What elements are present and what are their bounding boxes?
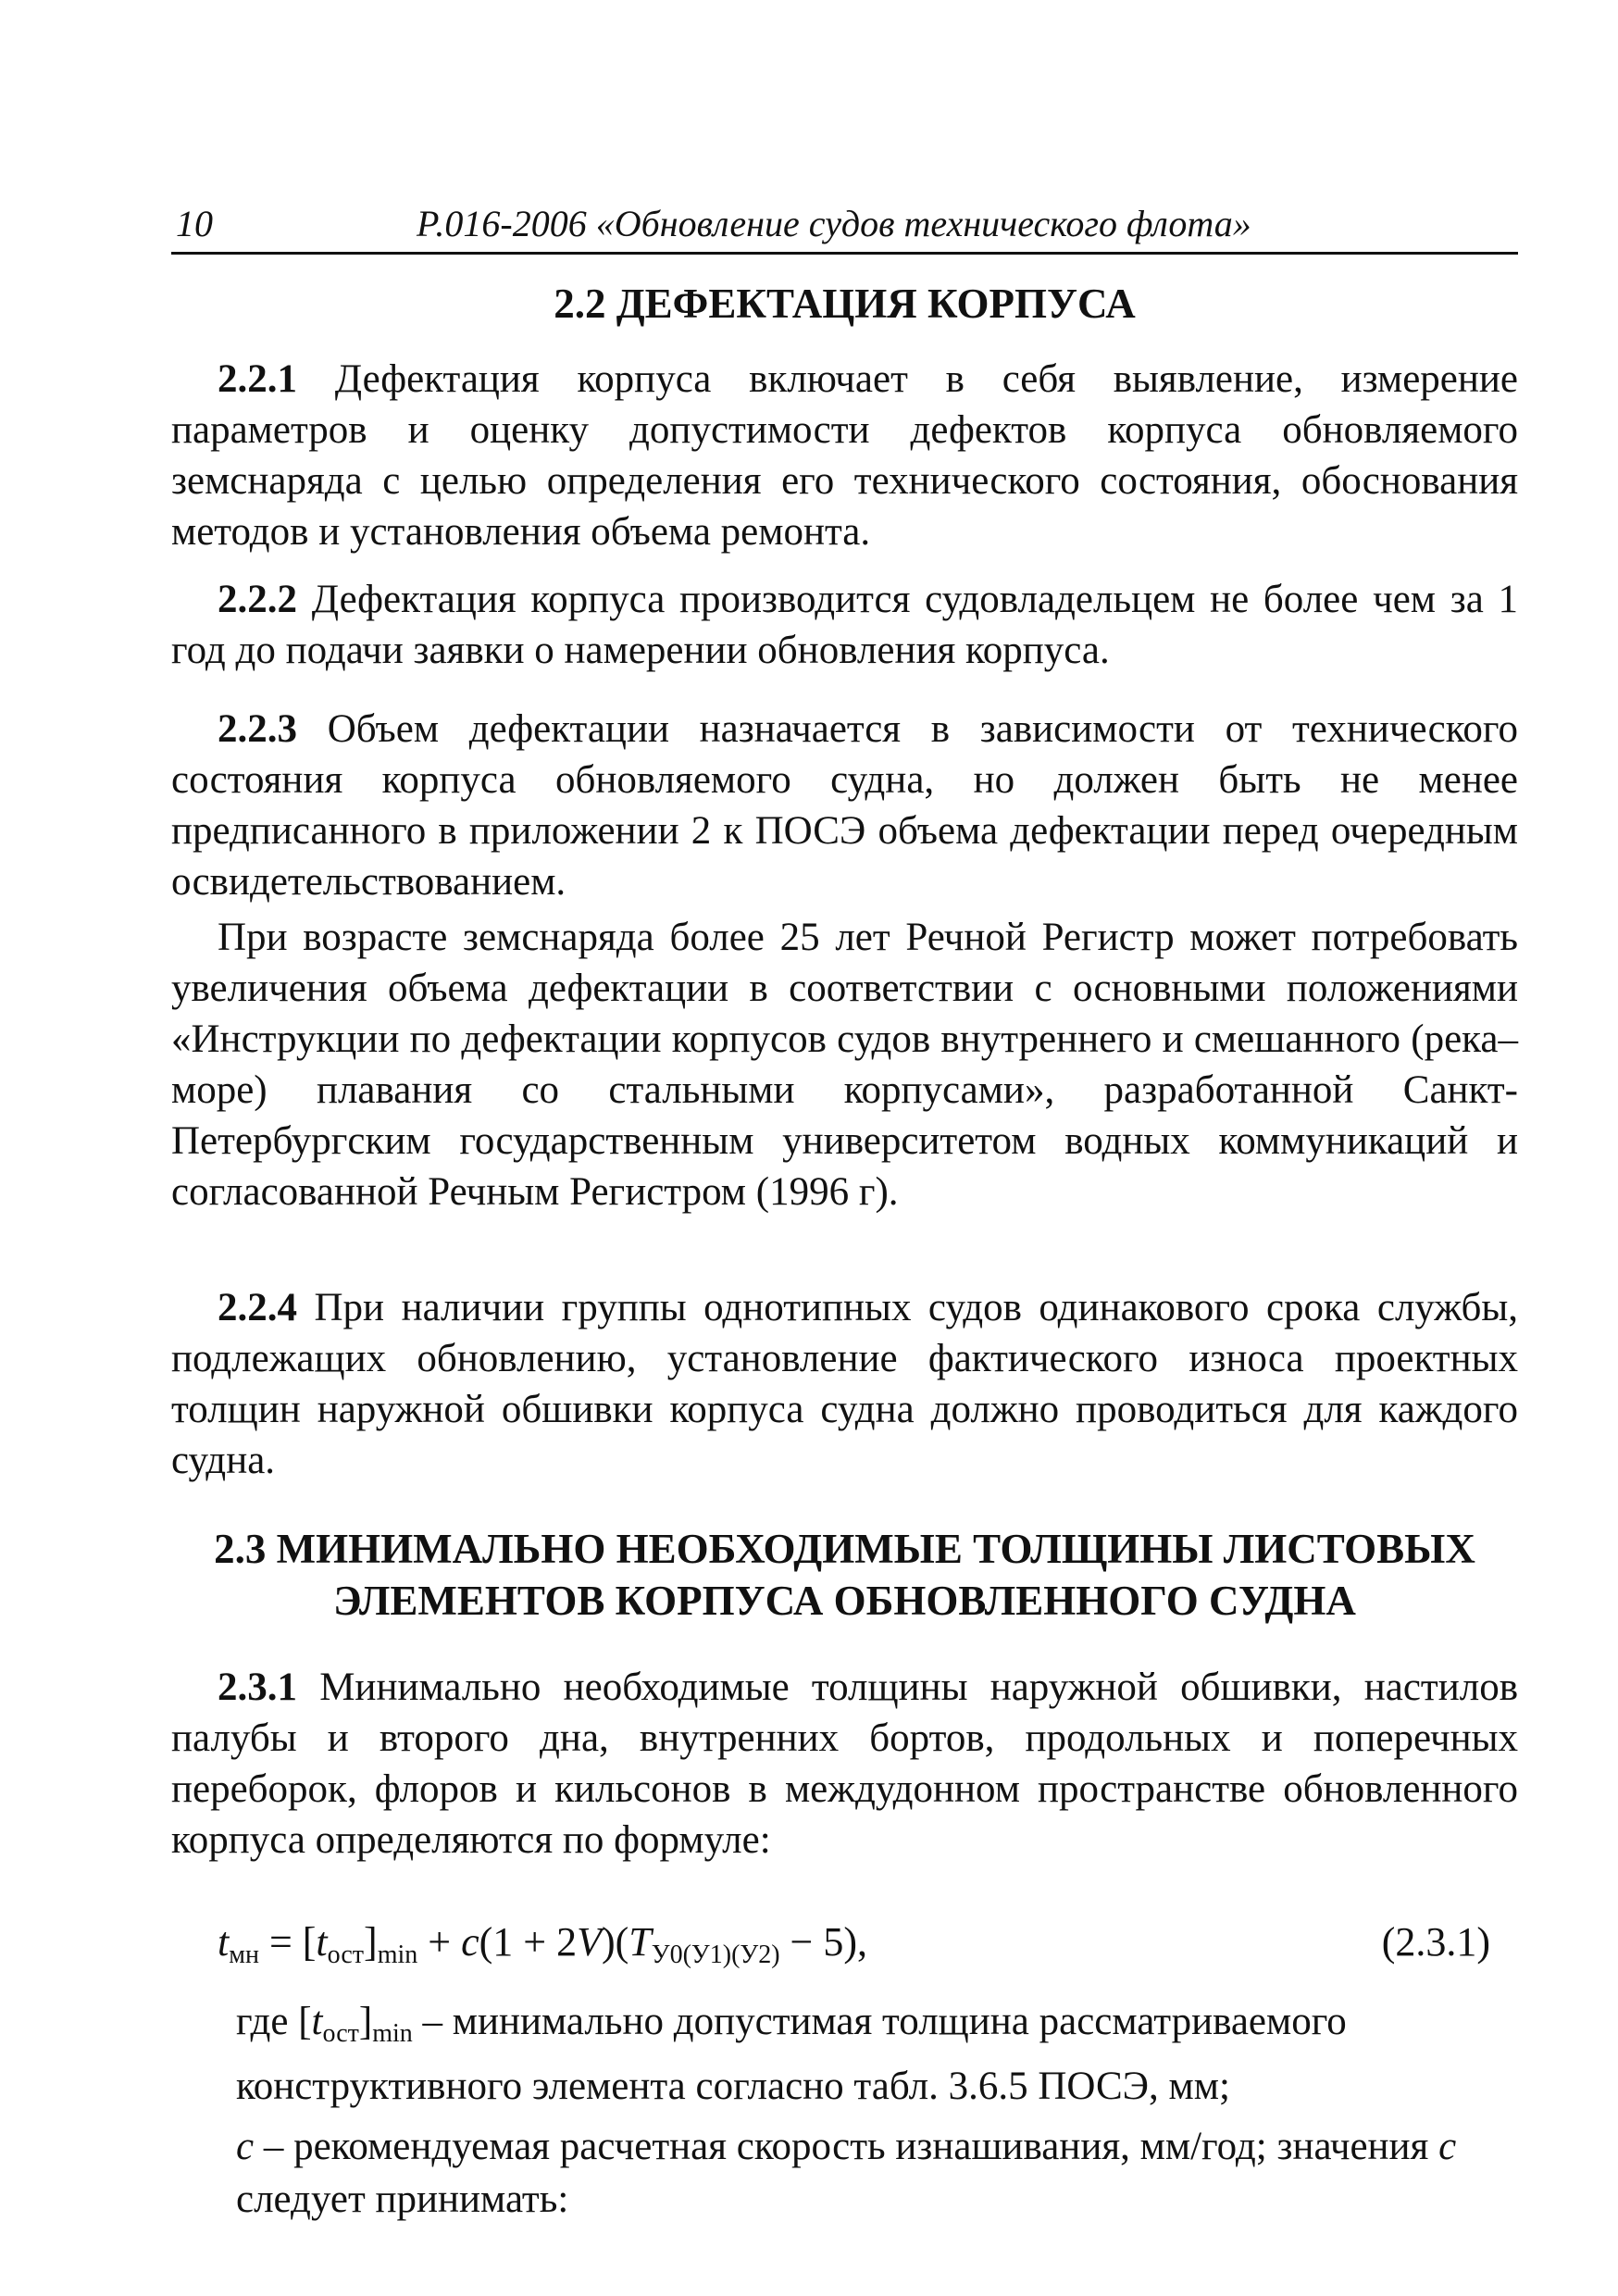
formula-part: (1 + 2 bbox=[479, 1919, 578, 1965]
formula-symbol: V bbox=[577, 1919, 602, 1965]
paragraph-number: 2.3.1 bbox=[218, 1666, 297, 1709]
paragraph-number: 2.2.2 bbox=[218, 578, 297, 621]
running-header-title: Р.016-2006 «Обновление судов технического флота» bbox=[417, 203, 1251, 244]
formula-2-3-1 bbox=[171, 1905, 1518, 1979]
paragraph-number: 2.2.1 bbox=[218, 357, 297, 401]
formula-symbol: c bbox=[461, 1919, 479, 1965]
explanation-line-t-ost: где $[t_{ост}]_{min}$ – минимально допустимая толщина рассматриваемого конструктивного элемента согласно табл. 3.6.5 ПОСЭ, мм; bbox=[236, 2000, 1347, 2108]
paragraph-2-3-1 bbox=[171, 1662, 1518, 1866]
formula-expression: $t_{мн} = [t_{ост}]_{min} + c(1 + 2V)(T_{У0(У1)(У2)} - 5)$, bbox=[218, 1919, 868, 1969]
formula-symbol: T bbox=[629, 1919, 652, 1965]
formula-operator: = bbox=[268, 1919, 292, 1965]
explanation-symbol: с bbox=[1438, 2125, 1457, 2168]
explanation-text: – минимально допустимая толщина рассматриваемого конструктивного элемента согласно табл. 3.6.5 ПОСЭ, мм; bbox=[236, 2000, 1347, 2108]
explanation-symbol: t bbox=[311, 2000, 323, 2043]
paragraph-text: При наличии группы однотипных судов одинакового срока службы, подлежащих обновлению, установление фактического износа проектных толщин наружной обшивки корпуса судна должно проводиться для каждого судна. bbox=[171, 1286, 1519, 1482]
paragraph-2-2-1 bbox=[171, 354, 1518, 557]
explanation-text: следует принимать: bbox=[236, 2177, 569, 2221]
paragraph-text: Минимально необходимые толщины наружной обшивки, настилов палубы и второго дна, внутренних бортов, продольных и поперечных переборок, флоров и кильсонов в междудонном пространстве обновленного корпуса определяются по формуле: bbox=[171, 1666, 1519, 1862]
paragraph-number: 2.2.3 bbox=[218, 707, 297, 751]
explanation-subscript: min bbox=[372, 2019, 413, 2048]
header-rule bbox=[171, 252, 1518, 255]
formula-part: )( bbox=[601, 1919, 629, 1965]
paragraph-text: Объем дефектации назначается в зависимости от технического состояния корпуса обновляемого судна, но должен быть не менее предписанного в приложении 2 к ПОСЭ объема дефектации перед очередным освидетельствованием. bbox=[171, 707, 1518, 904]
formula-symbol: t bbox=[218, 1919, 230, 1965]
explanation-subscript: ост bbox=[322, 2019, 359, 2048]
paragraph-number: 2.2.4 bbox=[218, 1286, 297, 1329]
formula-subscript: У0(У1)(У2) bbox=[651, 1940, 780, 1969]
explanation-text: – рекомендуемая расчетная скорость изнашивания, мм/год; значения bbox=[263, 2125, 1429, 2168]
paragraph-text: При возрасте земснаряда более 25 лет Речной Регистр может потребовать увеличения объема дефектации в соответствии с основными положениями «Инструкции по дефектации корпусов судов внутреннего и смешанного (река–море) плавания со стальными корпусами», разработанной Санкт-Петербургским государственным университетом водных коммуникаций и согласованной Речным Регистром (1996 г). bbox=[171, 916, 1518, 1214]
page-number: 10 bbox=[176, 203, 213, 244]
formula-number: (2.3.1) bbox=[1381, 1919, 1490, 1965]
section-heading-2-2: 2.2 ДЕФЕКТАЦИЯ КОРПУСА bbox=[554, 281, 1136, 327]
where-word: где bbox=[236, 2000, 289, 2043]
paragraph-text: Дефектация корпуса производится судовладельцем не более чем за 1 год до подачи заявки о намерении обновления корпуса. bbox=[171, 578, 1518, 672]
paragraph-text: Дефектация корпуса включает в себя выявление, измерение параметров и оценку допустимости дефектов корпуса обновляемого земснаряда с целью определения его технического состояния, обоснования методов и установления объема ремонта. bbox=[171, 357, 1518, 554]
formula-explanation bbox=[171, 1995, 1518, 2226]
formula-subscript: ост bbox=[327, 1940, 365, 1969]
formula-subscript: мн bbox=[229, 1940, 259, 1969]
running-header bbox=[176, 196, 1518, 252]
paragraph-2-2-3 bbox=[171, 704, 1518, 907]
section-heading-line: 2.3 МИНИМАЛЬНО НЕОБХОДИМЫЕ ТОЛЩИНЫ ЛИСТОВЫХ bbox=[214, 1526, 1475, 1572]
paragraph-2-2-2 bbox=[171, 574, 1518, 676]
formula-symbol: t bbox=[316, 1919, 328, 1965]
explanation-symbol: с bbox=[236, 2125, 255, 2168]
paragraph-2-2-4 bbox=[171, 1282, 1518, 1486]
section-heading-2-3 bbox=[171, 1523, 1518, 1627]
section-heading-line: ЭЛЕМЕНТОВ КОРПУСА ОБНОВЛЕННОГО СУДНА bbox=[333, 1578, 1356, 1624]
formula-operator: + bbox=[428, 1919, 452, 1965]
formula-part: − 5), bbox=[790, 1919, 868, 1965]
formula-subscript: min bbox=[377, 1940, 418, 1969]
paragraph-age-requirement bbox=[171, 912, 1518, 1217]
explanation-line-c bbox=[171, 2120, 1518, 2226]
